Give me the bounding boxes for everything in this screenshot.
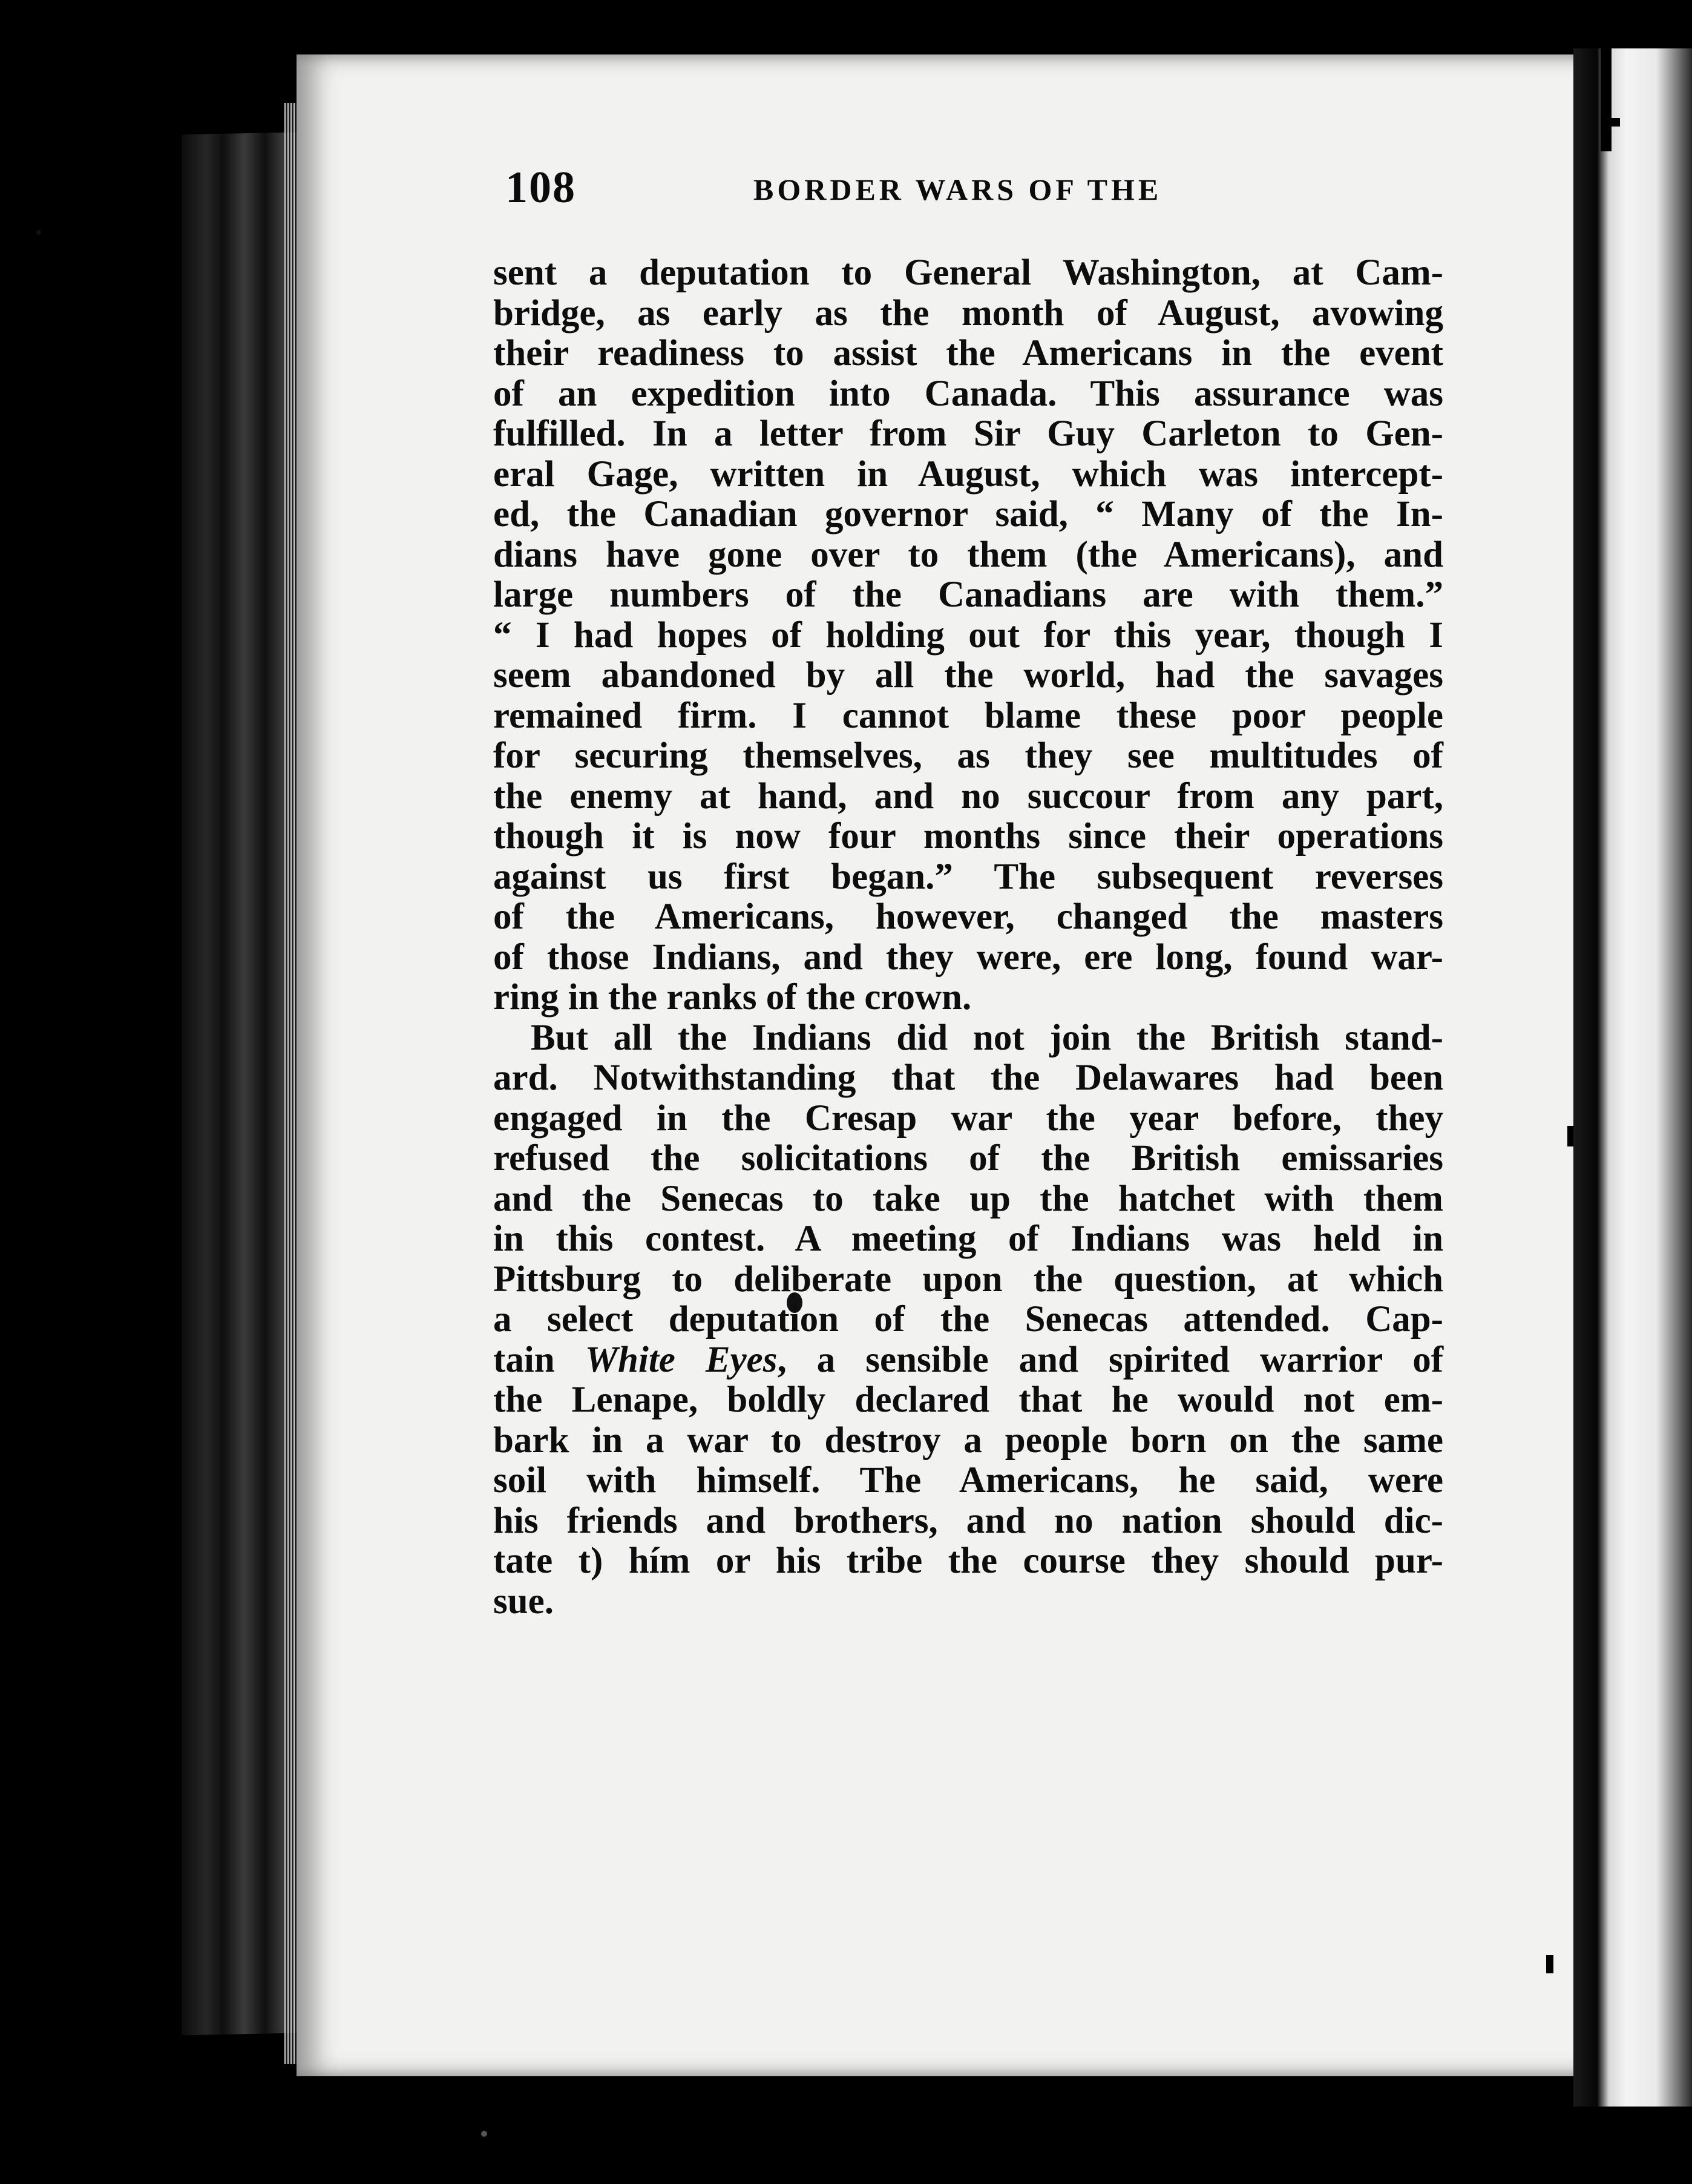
- text-line: the Lenape, boldly declared that he would not em-: [493, 1380, 1443, 1420]
- text-line: sue.: [493, 1580, 554, 1622]
- text-line: tate t) hím or his tribe the course they should pur-: [493, 1541, 1443, 1581]
- paragraph-2: [493, 1018, 1443, 1622]
- page-number: 108: [505, 163, 576, 212]
- dust-speck: [481, 2131, 487, 2137]
- text-line: bridge, as early as the month of August, avowing: [493, 292, 1443, 334]
- text-segment: tain: [493, 1339, 585, 1380]
- text-line: bark in a war to destroy a people born on the same: [493, 1419, 1443, 1461]
- text-line: remained firm. I cannot blame these poor people: [493, 695, 1443, 736]
- text-line: eral Gage, written in August, which was intercept-: [493, 453, 1443, 495]
- body-text: [493, 253, 1443, 1622]
- gutter-mark: [1601, 118, 1620, 127]
- text-line: refused the solicitations of the British emissaries: [493, 1138, 1443, 1179]
- text-line-with-italic: [493, 1340, 1443, 1381]
- gutter-mark: [1601, 36, 1612, 151]
- text-line: large numbers of the Canadians are with them.”: [493, 574, 1443, 615]
- gutter-mark: [1567, 1126, 1573, 1146]
- text-line: sent a deputation to General Washington, at Cam-: [493, 252, 1443, 293]
- dust-speck: [36, 230, 41, 235]
- italic-name: White Eyes: [585, 1339, 778, 1380]
- text-line: seem abandoned by all the world, had the savages: [493, 655, 1443, 696]
- text-line: fulfilled. In a letter from Sir Guy Carleton to Gen-: [493, 413, 1443, 454]
- text-line: the enemy at hand, and no succour from any part,: [493, 775, 1443, 817]
- text-line: of the Americans, however, changed the masters: [493, 896, 1443, 937]
- text-line: Pittsburg to deliberate upon the question, at which: [493, 1258, 1443, 1300]
- page-header: [505, 162, 1219, 217]
- text-line: ard. Notwithstanding that the Delawares had been: [493, 1057, 1443, 1098]
- text-line: his friends and brothers, and no nation should dic-: [493, 1500, 1443, 1541]
- text-line: their readiness to assist the Americans in the event: [493, 333, 1443, 373]
- gutter-mark: [1546, 1955, 1553, 1973]
- text-line: against us first began.” The subsequent reverses: [493, 856, 1443, 897]
- text-line: of an expedition into Canada. This assurance was: [493, 373, 1443, 414]
- text-line: of those Indians, and they were, ere long, found war-: [493, 936, 1443, 978]
- text-line: ed, the Canadian governor said, “ Many of the In-: [493, 494, 1443, 534]
- text-line: in this contest. A meeting of Indians was held in: [493, 1219, 1443, 1259]
- text-line: ring in the ranks of the crown.: [493, 977, 972, 1018]
- text-line: “ I had hopes of holding out for this year, though I: [493, 614, 1443, 656]
- running-head: BORDER WARS OF THE: [753, 173, 1162, 206]
- next-page-edge: [1573, 48, 1692, 2107]
- text-line: a select deputation of the Senecas attended. Cap-: [493, 1299, 1443, 1340]
- text-line: soil with himself. The Americans, he said, were: [493, 1460, 1443, 1501]
- text-line: But all the Indians did not join the British stand-: [531, 1017, 1443, 1058]
- text-line: engaged in the Cresap war the year before, they: [493, 1097, 1443, 1139]
- text-line: dians have gone over to them (the Americans), and: [493, 534, 1443, 575]
- text-line: and the Senecas to take up the hatchet with them: [493, 1178, 1443, 1219]
- paragraph-1: [493, 253, 1443, 1018]
- text-line: though it is now four months since their operations: [493, 816, 1443, 857]
- text-segment: , a sensible and spirited warrior of: [777, 1339, 1444, 1380]
- text-line: for securing themselves, as they see multitudes of: [493, 735, 1443, 776]
